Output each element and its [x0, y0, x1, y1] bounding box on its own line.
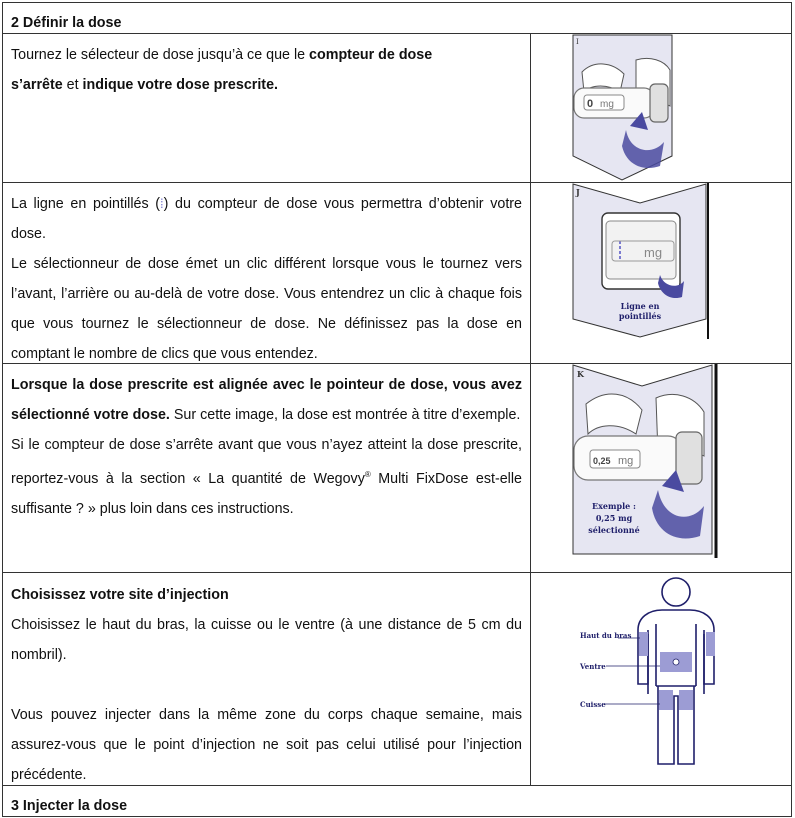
section-3-title-text: 3 Injecter la dose: [11, 798, 128, 814]
figure-k-letter: K: [577, 369, 584, 379]
row-3-text-b: Si le compteur de dose s’arrête avant que vous n’ayez atteint la dose prescrite, reportez-vous à la section « La quantité de Wegovy: [11, 437, 522, 487]
row-1-text: [3, 40, 530, 100]
row-1-text-a: Tournez le sélecteur de dose jusqu’à ce que le: [11, 47, 310, 63]
row-2-paragraph: Le sélectionneur de dose émet un clic différent lorsque vous le tournez vers l’avant, l’arrière ou au-delà de votre dose. Vous entendrez un clic à chaque fois que vous tournez le sélectionneur de dose. Ne définissez pas la dose en comptant le nombre de clics que vous entendez.: [11, 256, 522, 362]
label-thigh: Cuisse: [580, 700, 606, 709]
figure-j-unit: mg: [644, 245, 663, 260]
figure-j-caption-1: Ligne en: [620, 301, 660, 311]
figure-k-counter: 0,25: [593, 456, 611, 466]
row-2-text-a: La ligne en pointillés (: [11, 196, 161, 212]
zone-thigh-left: [659, 690, 673, 710]
label-upper-arm: Haut du bras: [580, 631, 632, 640]
dotted-line-symbol: ⁞: [160, 196, 164, 211]
row-3-text: [3, 370, 530, 524]
row-4-text: [3, 580, 530, 790]
figure-i-pen-dial: [572, 34, 676, 182]
figure-k-caption-1: Exemple :: [592, 501, 636, 511]
figure-i-letter: I: [576, 38, 579, 46]
registered-mark: ®: [364, 470, 371, 479]
row-1-text-b: et: [62, 77, 83, 93]
zone-arm-right: [706, 632, 715, 656]
row-2-text: [3, 189, 530, 369]
row-1-bold-a: compteur de dose: [309, 47, 433, 63]
row-2-text-b: ) du compteur de dose vous permettra d’obtenir votre dose.: [11, 196, 523, 242]
figure-injection-sites: [576, 574, 736, 770]
zone-thigh-right: [679, 690, 693, 710]
figure-k-dose-selected: [572, 364, 720, 558]
figure-j-letter: J: [576, 187, 580, 197]
section-2-title: [3, 13, 791, 33]
figure-k-caption-3: sélectionné: [588, 525, 640, 535]
row-3-text-c: Multi FixDose est-elle suffisante ? » plus loin dans ces instructions.: [11, 470, 522, 517]
injection-site-title: Choisissez votre site d’injection: [11, 587, 229, 603]
row-3-text-a: Sur cette image, la dose est montrée à titre d’exemple.: [169, 407, 521, 423]
row-1-bold-b: s’arrête: [11, 77, 63, 93]
section-3-title: [3, 796, 791, 816]
row-1-bold-c: indique votre dose prescrite.: [82, 77, 278, 93]
label-belly: Ventre: [580, 662, 606, 671]
figure-j-caption-2: pointillés: [618, 311, 662, 321]
section-2-title-text: 2 Définir la dose: [11, 15, 122, 31]
figure-i-counter: 0: [587, 98, 594, 110]
figure-k-unit: mg: [618, 455, 634, 467]
figure-j-dotted-line: [572, 183, 712, 339]
figure-i-unit: mg: [600, 99, 614, 110]
row-4-paragraph-1: Choisissez le haut du bras, la cuisse ou le ventre (à une distance de 5 cm du nombril).: [11, 617, 522, 663]
zone-arm-left: [639, 632, 648, 656]
row-4-paragraph-2: Vous pouvez injecter dans la même zone du corps chaque semaine, mais assurez-vous que le point d’injection ne soit pas celui utilisé pour l’injection précédente.: [11, 707, 522, 783]
figure-k-caption-2: 0,25 mg: [595, 513, 633, 523]
row-3-bold: Lorsque la dose prescrite est alignée avec le pointeur de dose, vous avez sélectionné votre dose.: [11, 377, 522, 423]
